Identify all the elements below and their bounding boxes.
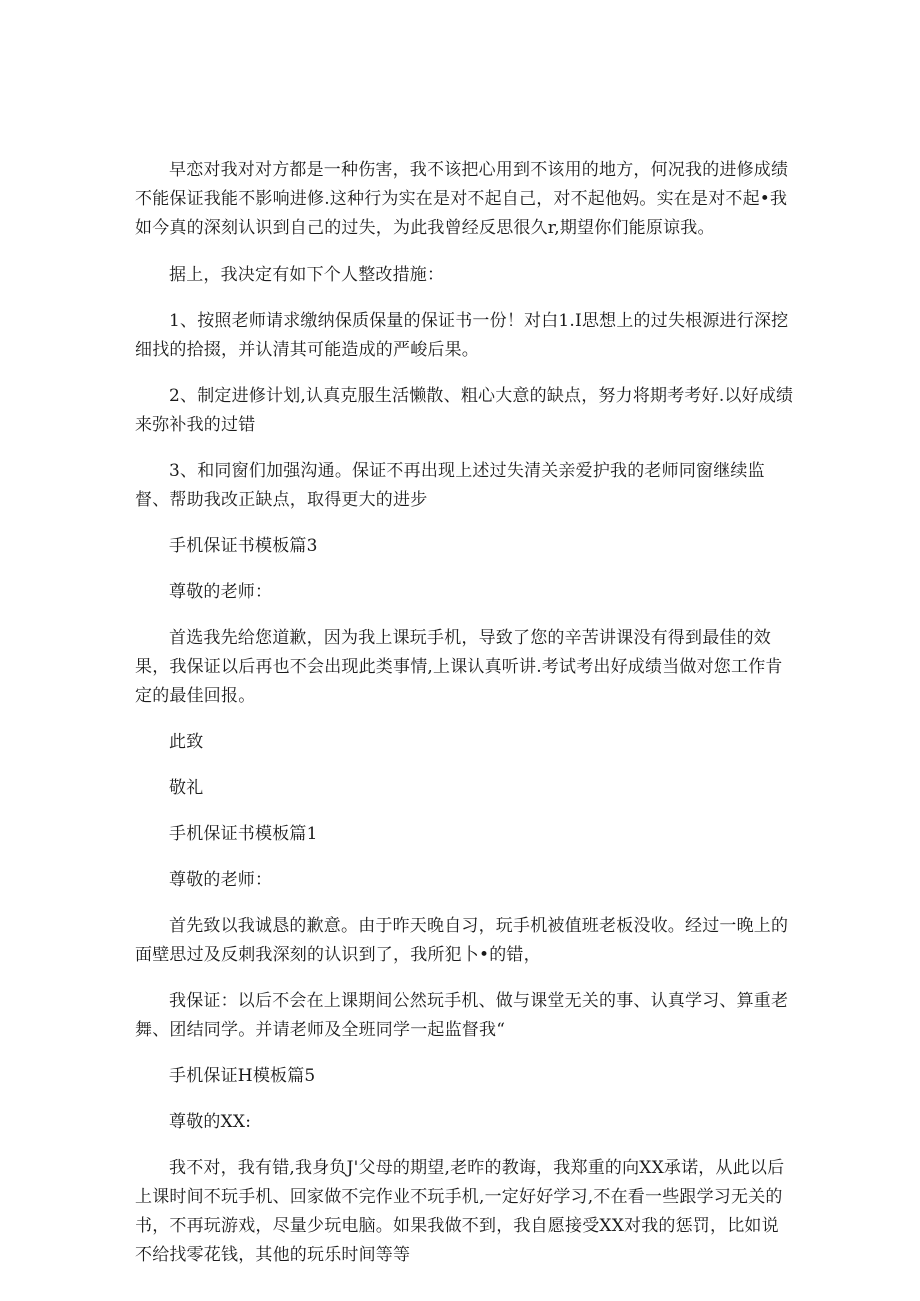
section-heading-template-1: 手机保证书模板篇1 [169,824,318,844]
paragraph-measure-2: 2、制定进修计划,认真克服生活懒散、粗心大意的缺点，努力将期考考好.以好成绩来弥补我的过错 [135,386,794,435]
salutation-teacher: 尊敬的老师： [169,582,273,602]
section-heading-template-3: 手机保证书模板篇3 [169,536,318,556]
closing-jingli: 敬礼 [169,778,204,798]
paragraph-sincere-apology: 首先致以我诚恳的歉意。由于昨天晚自习，玩手机被值班老板没收。经过一晚上的面壁思过及反刺我深刻的认识到了，我所犯卜•的错， [135,916,789,965]
section-heading-template-5: 手机保证H模板篇5 [169,1066,316,1086]
paragraph-reflection: 早恋对我对对方都是一种伤害，我不该把心用到不该用的地方，何况我的进修成绩不能保证我能不影响进修.这种行为实在是对不起自己，对不起他妈。实在是对不起•我如今真的深刻认识到自己的过失，为此我曾经反思很久r,期望你们能原谅我。 [135,160,789,238]
paragraph-measure-1: 1、按照老师请求缴纳保质保量的保证书一份！对白1.I思想上的过失根源进行深挖细找的拾掇，并认清其可能造成的严峻后果。 [135,311,789,360]
salutation-xx: 尊敬的XX: [169,1112,252,1132]
paragraph-commitment: 我不对，我有错,我身负J'父母的期望,老昨的教诲，我郑重的向XX承诺，从此以后上课时间不玩手机、回家做不完作业不玩手机,一定好好学习,不在看一些跟学习无关的书，不再玩游戏，尽量少玩电脑。如果我做不到，我自愿接受XX对我的惩罚，比如说不给找零花钱，其他的玩乐时间等等 [135,1158,785,1265]
salutation-teacher-2: 尊敬的老师： [169,870,273,890]
closing-cizhi: 此致 [169,732,204,752]
paragraph-promise: 我保证：以后不会在上课期间公然玩手机、做与课堂无关的事、认真学习、算重老舞、团结同学。并请老师及全班同学一起监督我“ [135,991,789,1040]
paragraph-measure-3: 3、和同窗们加强沟通。保证不再出现上述过失清关亲爱护我的老师同窗继续监督、帮助我改正缺点，取得更大的进步 [135,461,765,510]
paragraph-measures-intro: 据上，我决定有如下个人整改措施： [169,265,445,285]
paragraph-apology: 首选我先给您道歉，因为我上课玩手机，导致了您的辛苦讲课没有得到最佳的效果，我保证以后再也不会出现此类事情,上课认真听讲.考试考出好成绩当做对您工作肯定的最佳回报。 [135,628,783,706]
document-body [135,156,795,1270]
